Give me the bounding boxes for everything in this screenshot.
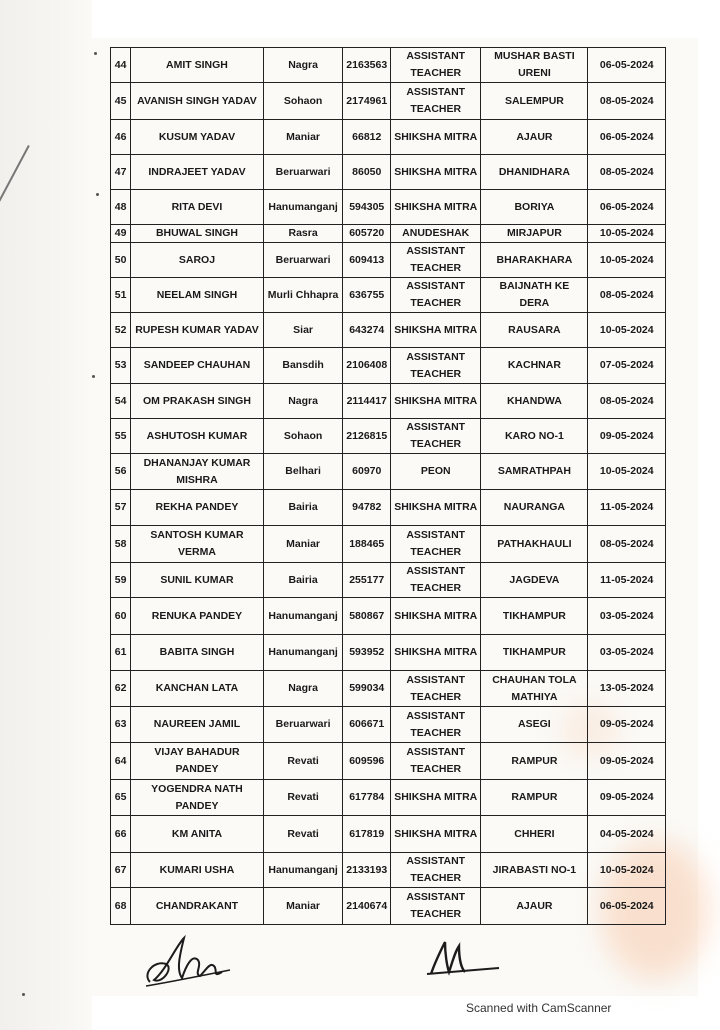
block-cell: Maniar [263,120,343,155]
serial-number-cell: 55 [111,419,131,454]
name-cell: KM ANITA [131,816,264,853]
employee-id-cell: 643274 [343,313,391,348]
block-cell: Hanumanganj [263,598,343,635]
date-cell: 10-05-2024 [588,853,666,888]
date-cell: 08-05-2024 [588,526,666,563]
post-cell: ASSISTANT TEACHER [391,707,481,743]
date-cell: 08-05-2024 [588,155,666,190]
block-cell: Revati [263,743,343,780]
name-cell: AMIT SINGH [131,48,264,83]
serial-number-cell: 50 [111,243,131,278]
serial-number-cell: 64 [111,743,131,780]
block-cell: Maniar [263,526,343,563]
table-row [111,384,666,419]
block-cell: Siar [263,313,343,348]
school-cell: TIKHAMPUR [481,598,588,635]
employee-id-cell: 2114417 [343,384,391,419]
date-cell: 10-05-2024 [588,454,666,490]
school-cell: RAMPUR [481,780,588,816]
post-cell: ASSISTANT TEACHER [391,526,481,563]
name-cell: RUPESH KUMAR YADAV [131,313,264,348]
employee-id-cell: 255177 [343,563,391,598]
post-cell: SHIKSHA MITRA [391,816,481,853]
name-cell: REKHA PANDEY [131,490,264,526]
employee-id-cell: 617784 [343,780,391,816]
date-cell: 09-05-2024 [588,419,666,454]
serial-number-cell: 53 [111,348,131,384]
block-cell: Nagra [263,671,343,707]
post-cell: ASSISTANT TEACHER [391,48,481,83]
school-cell: KHANDWA [481,384,588,419]
block-cell: Beruarwari [263,243,343,278]
serial-number-cell: 62 [111,671,131,707]
post-cell: SHIKSHA MITRA [391,598,481,635]
block-cell: Revati [263,816,343,853]
serial-number-cell: 49 [111,225,131,243]
employee-id-cell: 2126815 [343,419,391,454]
post-cell: SHIKSHA MITRA [391,190,481,225]
post-cell: SHIKSHA MITRA [391,490,481,526]
block-cell: Rasra [263,225,343,243]
name-cell: BHUWAL SINGH [131,225,264,243]
table-row [111,671,666,707]
name-cell: VIJAY BAHADUR PANDEY [131,743,264,780]
block-cell: Beruarwari [263,707,343,743]
date-cell: 06-05-2024 [588,48,666,83]
name-cell: NAUREEN JAMIL [131,707,264,743]
table-row [111,313,666,348]
table-row [111,490,666,526]
name-cell: CHANDRAKANT [131,888,264,925]
school-cell: MUSHAR BASTI URENI [481,48,588,83]
name-cell: OM PRAKASH SINGH [131,384,264,419]
block-cell: Beruarwari [263,155,343,190]
date-cell: 09-05-2024 [588,780,666,816]
table-row [111,48,666,83]
post-cell: ASSISTANT TEACHER [391,743,481,780]
employee-id-cell: 188465 [343,526,391,563]
table-row [111,707,666,743]
post-cell: SHIKSHA MITRA [391,384,481,419]
serial-number-cell: 52 [111,313,131,348]
school-cell: BAIJNATH KE DERA [481,278,588,313]
post-cell: ASSISTANT TEACHER [391,278,481,313]
name-cell: AVANISH SINGH YADAV [131,83,264,120]
post-cell: ASSISTANT TEACHER [391,419,481,454]
name-cell: RITA DEVI [131,190,264,225]
name-cell: KANCHAN LATA [131,671,264,707]
block-cell: Nagra [263,384,343,419]
employee-id-cell: 60970 [343,454,391,490]
school-cell: RAMPUR [481,743,588,780]
table-row [111,243,666,278]
block-cell: Hanumanganj [263,190,343,225]
employee-id-cell: 617819 [343,816,391,853]
name-cell: YOGENDRA NATH PANDEY [131,780,264,816]
employee-id-cell: 2133193 [343,853,391,888]
table-row [111,155,666,190]
date-cell: 06-05-2024 [588,120,666,155]
school-cell: CHAUHAN TOLA MATHIYA [481,671,588,707]
school-cell: TIKHAMPUR [481,635,588,671]
table-row [111,780,666,816]
date-cell: 09-05-2024 [588,707,666,743]
signature-left [140,930,240,992]
table-row [111,190,666,225]
school-cell: DHANIDHARA [481,155,588,190]
school-cell: CHHERI [481,816,588,853]
school-cell: SALEMPUR [481,83,588,120]
date-cell: 08-05-2024 [588,83,666,120]
table-row [111,83,666,120]
post-cell: ASSISTANT TEACHER [391,671,481,707]
employee-id-cell: 66812 [343,120,391,155]
employee-id-cell: 605720 [343,225,391,243]
block-cell: Sohaon [263,83,343,120]
school-cell: BORIYA [481,190,588,225]
date-cell: 11-05-2024 [588,490,666,526]
table-row [111,225,666,243]
block-cell: Murli Chhapra [263,278,343,313]
speck [96,193,99,196]
block-cell: Nagra [263,48,343,83]
serial-number-cell: 47 [111,155,131,190]
date-cell: 03-05-2024 [588,635,666,671]
date-cell: 07-05-2024 [588,348,666,384]
date-cell: 10-05-2024 [588,225,666,243]
name-cell: ASHUTOSH KUMAR [131,419,264,454]
serial-number-cell: 65 [111,780,131,816]
employee-id-cell: 94782 [343,490,391,526]
employee-id-cell: 86050 [343,155,391,190]
table-row [111,419,666,454]
camscanner-watermark: Scanned with CamScanner [466,1001,612,1015]
date-cell: 06-05-2024 [588,190,666,225]
school-cell: ASEGI [481,707,588,743]
serial-number-cell: 60 [111,598,131,635]
name-cell: SUNIL KUMAR [131,563,264,598]
post-cell: ASSISTANT TEACHER [391,243,481,278]
employee-id-cell: 599034 [343,671,391,707]
post-cell: SHIKSHA MITRA [391,120,481,155]
date-cell: 08-05-2024 [588,384,666,419]
school-cell: BHARAKHARA [481,243,588,278]
table-row [111,526,666,563]
post-cell: ASSISTANT TEACHER [391,348,481,384]
table-row [111,120,666,155]
post-cell: SHIKSHA MITRA [391,635,481,671]
date-cell: 11-05-2024 [588,563,666,598]
speck [94,52,97,55]
block-cell: Hanumanganj [263,635,343,671]
serial-number-cell: 48 [111,190,131,225]
post-cell: ASSISTANT TEACHER [391,853,481,888]
block-cell: Hanumanganj [263,853,343,888]
post-cell: PEON [391,454,481,490]
employee-id-cell: 609596 [343,743,391,780]
school-cell: JAGDEVA [481,563,588,598]
school-cell: AJAUR [481,888,588,925]
school-cell: JIRABASTI NO-1 [481,853,588,888]
employee-id-cell: 2140674 [343,888,391,925]
post-cell: SHIKSHA MITRA [391,313,481,348]
block-cell: Bairia [263,490,343,526]
date-cell: 13-05-2024 [588,671,666,707]
post-cell: ASSISTANT TEACHER [391,83,481,120]
name-cell: DHANANJAY KUMAR MISHRA [131,454,264,490]
name-cell: SANTOSH KUMAR VERMA [131,526,264,563]
block-cell: Bairia [263,563,343,598]
serial-number-cell: 51 [111,278,131,313]
name-cell: SAROJ [131,243,264,278]
date-cell: 10-05-2024 [588,243,666,278]
school-cell: NAURANGA [481,490,588,526]
serial-number-cell: 61 [111,635,131,671]
serial-number-cell: 45 [111,83,131,120]
table-row [111,278,666,313]
staff-table-body [111,48,666,925]
school-cell: AJAUR [481,120,588,155]
staff-table [110,47,666,925]
employee-id-cell: 594305 [343,190,391,225]
block-cell: Sohaon [263,419,343,454]
serial-number-cell: 66 [111,816,131,853]
post-cell: ANUDESHAK [391,225,481,243]
school-cell: RAUSARA [481,313,588,348]
table-row [111,635,666,671]
post-cell: ASSISTANT TEACHER [391,888,481,925]
serial-number-cell: 59 [111,563,131,598]
table-row [111,816,666,853]
serial-number-cell: 54 [111,384,131,419]
employee-id-cell: 580867 [343,598,391,635]
serial-number-cell: 68 [111,888,131,925]
serial-number-cell: 56 [111,454,131,490]
date-cell: 03-05-2024 [588,598,666,635]
block-cell: Maniar [263,888,343,925]
name-cell: RENUKA PANDEY [131,598,264,635]
date-cell: 04-05-2024 [588,816,666,853]
employee-id-cell: 593952 [343,635,391,671]
serial-number-cell: 57 [111,490,131,526]
name-cell: NEELAM SINGH [131,278,264,313]
school-cell: PATHAKHAULI [481,526,588,563]
table-row [111,454,666,490]
date-cell: 06-05-2024 [588,888,666,925]
post-cell: ASSISTANT TEACHER [391,563,481,598]
name-cell: KUMARI USHA [131,853,264,888]
table-row [111,348,666,384]
block-cell: Belhari [263,454,343,490]
employee-id-cell: 606671 [343,707,391,743]
employee-id-cell: 2174961 [343,83,391,120]
school-cell: KACHNAR [481,348,588,384]
school-cell: KARO NO-1 [481,419,588,454]
table-row [111,853,666,888]
post-cell: SHIKSHA MITRA [391,155,481,190]
name-cell: SANDEEP CHAUHAN [131,348,264,384]
serial-number-cell: 67 [111,853,131,888]
school-cell: SAMRATHPAH [481,454,588,490]
employee-id-cell: 2163563 [343,48,391,83]
table-row [111,563,666,598]
name-cell: KUSUM YADAV [131,120,264,155]
speck [22,993,25,996]
block-cell: Bansdih [263,348,343,384]
name-cell: INDRAJEET YADAV [131,155,264,190]
date-cell: 10-05-2024 [588,313,666,348]
speck [92,375,95,378]
page-left-margin [0,0,92,1030]
date-cell: 09-05-2024 [588,743,666,780]
employee-id-cell: 636755 [343,278,391,313]
post-cell: SHIKSHA MITRA [391,780,481,816]
table-row [111,598,666,635]
serial-number-cell: 44 [111,48,131,83]
serial-number-cell: 58 [111,526,131,563]
block-cell: Revati [263,780,343,816]
name-cell: BABITA SINGH [131,635,264,671]
date-cell: 08-05-2024 [588,278,666,313]
signature-right [425,938,505,982]
employee-id-cell: 2106408 [343,348,391,384]
table-row [111,888,666,925]
serial-number-cell: 46 [111,120,131,155]
school-cell: MIRJAPUR [481,225,588,243]
serial-number-cell: 63 [111,707,131,743]
table-row [111,743,666,780]
employee-id-cell: 609413 [343,243,391,278]
